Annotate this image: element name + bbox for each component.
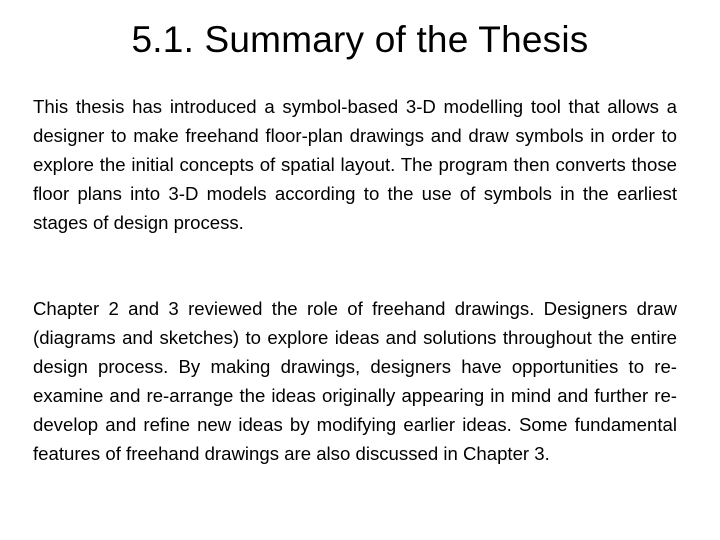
chapter-review-paragraph: Chapter 2 and 3 reviewed the role of freehand drawings. Designers draw (diagrams and sketches) to explore ideas and solutions throughout the entire design process. By making drawings, designers have opportunities to re-examine and re-arrange the ideas originally appearing in mind and further re-develop and refine new ideas by modifying earlier ideas. Some fundamental features of freehand drawings are also discussed in Chapter 3. <box>33 298 677 464</box>
slide-title: 5.1. Summary of the Thesis <box>131 19 589 60</box>
summary-paragraph: This thesis has introduced a symbol-based 3-D modelling tool that allows a designer to make freehand floor-plan drawings and draw symbols in order to explore the initial concepts of spatial layout. The program then converts those floor plans into 3-D models according to the use of symbols in the earliest stages of design process. <box>33 96 677 233</box>
